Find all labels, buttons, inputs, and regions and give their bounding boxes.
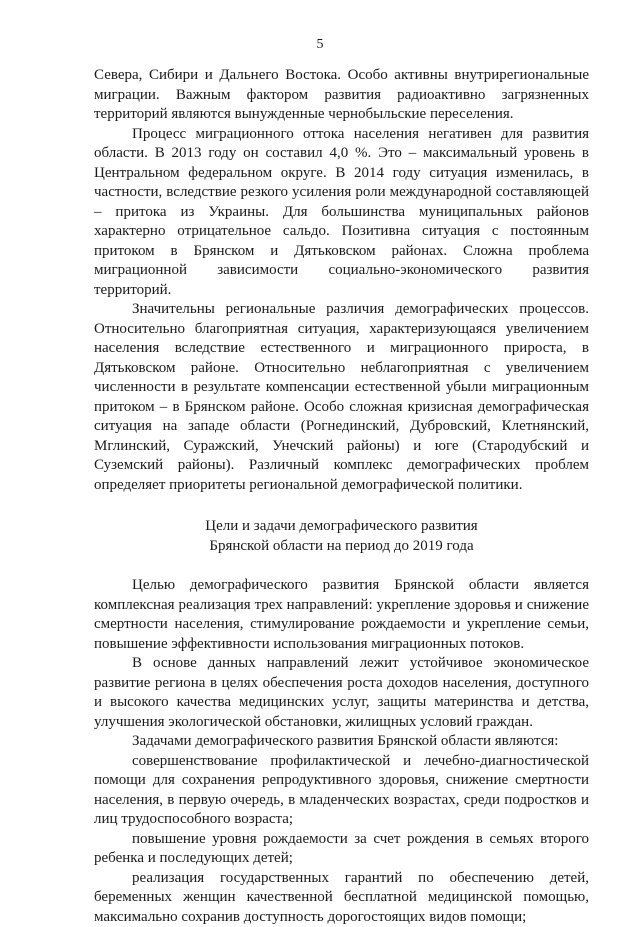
paragraph: Задачами демографического развития Брянской области являются:	[94, 732, 589, 752]
document-body	[94, 66, 589, 927]
page-number: 5	[0, 35, 640, 55]
paragraph: Процесс миграционного оттока населения негативен для развития области. В 2013 году он составил 4,0 %. Это – максимальный уровень в Центральном федеральном округе. В 2014 году ситуация изменилась, в частности, вследствие резкого усиления роли международной составляющей – притока из Украины. Для большинства муниципальных районов характерно отрицательное сальдо. Позитивна ситуация с постоянным притоком в Брянском и Дятьковском районах. Сложна проблема миграционной зависимости социально-экономического развития территорий.	[94, 125, 589, 301]
task-item: реализация государственных гарантий по обеспечению детей, беременных женщин качественной бесплатной медицинской помощью, максимально сохранив доступность дорогостоящих видов помощи;	[94, 869, 589, 927]
paragraph: Значительны региональные различия демографических процессов. Относительно благоприятная ситуация, характеризующаяся увеличением населения вследствие естественного и миграционного прироста, в Дятьковском районе. Относительно неблагоприятная с увеличением численности в результате компенсации естественной убыли миграционным притоком – в Брянском районе. Особо сложная кризисная демографическая ситуация на западе области (Рогнединский, Дубровский, Клетнянский, Мглинский, Суражский, Унечский районы) и юге (Стародубский и Суземский районы). Различный комплекс демографических проблем определяет приоритеты региональной демографической политики.	[94, 300, 589, 495]
task-item: совершенствование профилактической и лечебно-диагностической помощи для сохранения репродуктивного здоровья, снижение смертности населения, в первую очередь, в младенческих возрастах, среди подростков и лиц трудоспособного возраста;	[94, 752, 589, 830]
section-heading-line-2: Брянской области на период до 2019 года	[94, 537, 589, 557]
paragraph: В основе данных направлений лежит устойчивое экономическое развитие региона в целях обеспечения роста доходов населения, доступного и высокого качества медицинских услуг, защиты материнства и детства, улучшения экологической обстановки, жилищных условий граждан.	[94, 654, 589, 732]
section-heading-line-1: Цели и задачи демографического развития	[94, 517, 589, 537]
section-heading	[94, 517, 589, 556]
paragraph: Целью демографического развития Брянской области является комплексная реализация трех направлений: укрепление здоровья и снижение смертности населения, стимулирование рождаемости и укрепление семьи, повышение эффективности использования миграционных потоков.	[94, 576, 589, 654]
task-item: повышение уровня рождаемости за счет рождения в семьях второго ребенка и последующих детей;	[94, 830, 589, 869]
paragraph: Севера, Сибири и Дальнего Востока. Особо активны внутрирегиональные миграции. Важным фактором развития радиоактивно загрязненных территорий являются вынужденные чернобыльские переселения.	[94, 66, 589, 125]
